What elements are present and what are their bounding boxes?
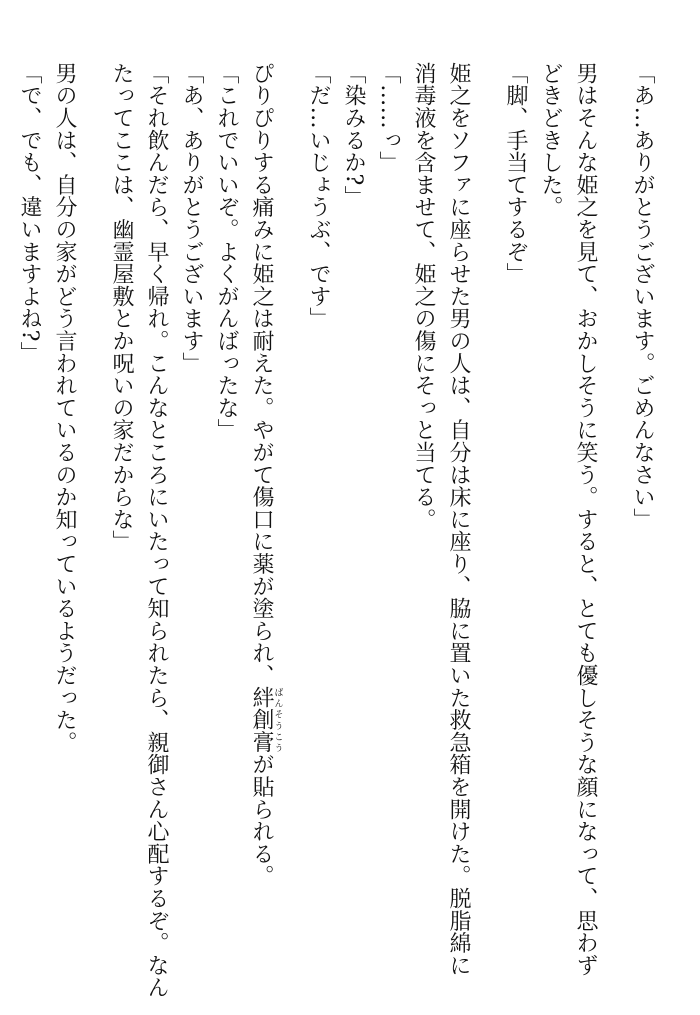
text-line-15: 男の人は、自分の家がどう言われているのか知っているようだった。 <box>52 62 77 754</box>
text-line-4: 「脚、手当てするぞ」 <box>503 62 528 285</box>
text-line-2: 男はそんな姫之を見て、おかしそうに笑う。すると、とても優しそうな顔になって、思わず <box>573 62 598 977</box>
text-line-10 <box>244 62 301 962</box>
text-line-12: 「あ、ありがとうございます」 <box>179 62 204 375</box>
text-line-10-after: が貼られる。 <box>249 753 274 888</box>
text-line-17 <box>0 62 12 962</box>
ruby-base: 絆創膏 <box>249 686 274 754</box>
text-line-8: 「染みるか?」 <box>341 62 366 208</box>
text-line-5: 姫之をソファに座らせた男の人は、自分は床に座り、脇に置いた救急箱を開けた。脱脂綿に <box>446 62 471 977</box>
text-line-9: 「だ…いじょうぶ、です」 <box>306 62 331 330</box>
text-line-10-before: ぴりぴりする痛みに姫之は耐えた。やがて傷口に薬が塗られ、 <box>249 62 274 687</box>
text-line-1: 「あ…ありがとうございます。ごめんなさい」 <box>630 62 655 531</box>
text-line-3: どきどきした。 <box>538 62 563 219</box>
ruby-bandaid <box>249 686 283 754</box>
text-line-14: たってここは、幽霊屋敷とか呪いの家だからな」 <box>109 62 134 553</box>
text-line-16: 「で、でも、違いますよね?」 <box>17 62 42 364</box>
ruby-reading: ばんそうこう <box>272 686 283 754</box>
text-line-13: 「それ飲んだら、早く帰れ。こんなところにいたって知られたら、親御さん心配するぞ。なん <box>144 62 169 999</box>
text-line-11: 「これでいいぞ。よくがんばったな」 <box>214 62 239 442</box>
text-line-7: 「……っ」 <box>376 62 401 174</box>
text-line-6: 消毒液を含ませて、姫之の傷にそっと当てる。 <box>411 62 436 531</box>
vertical-text-block <box>0 62 660 999</box>
